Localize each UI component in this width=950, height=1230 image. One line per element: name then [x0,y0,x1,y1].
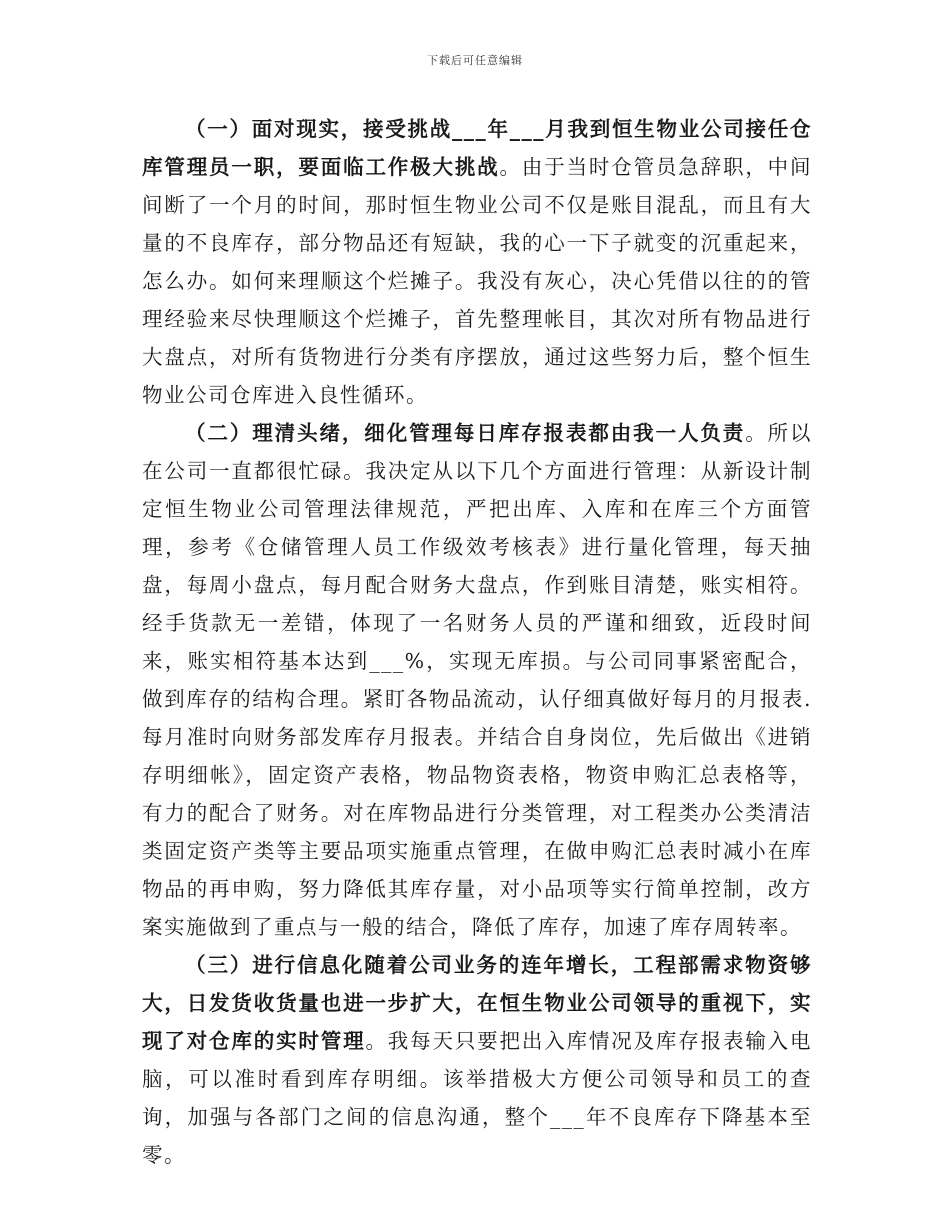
paragraph-1 [142,110,812,414]
document-body [142,110,812,1174]
paragraph-1-heading: （一）面对现实，接受挑战___年___月我到恒生物业公司接任仓库管理员一职，要面临工作极大挑战 [142,117,812,179]
paragraph-3 [142,946,812,1174]
paragraph-3-body: 。我每天只要把出入库情况及库存报表输入电脑，可以准时看到库存明细。该举措极大方便公司领导和员工的查询，加强与各部门之间的信息沟通，整个___年不良库存下降基本至零。 [142,1029,813,1167]
paragraph-3-heading: （三）进行信息化随着公司业务的连年增长，工程部需求物资够大，日发货收货量也进一步扩大，在恒生物业公司领导的重视下，实现了对仓库的实时管理 [142,953,812,1053]
paragraph-1-body: 。由于当时仓管员急辞职，中间间断了一个月的时间，那时恒生物业公司不仅是账目混乱，而且有大量的不良库存，部分物品还有短缺，我的心一下子就变的沉重起来，怎么办。如何来理顺这个烂摊子。我没有灰心，决心凭借以往的的管理经验来尽快理顺这个烂摊子，首先整理帐目，其次对所有物品进行大盘点，对所有货物进行分类有序摆放，通过这些努力后，整个恒生物业公司仓库进入良性循环。 [142,155,813,407]
paragraph-2-heading: （二）理清头绪，细化管理每日库存报表都由我一人负责 [185,421,746,445]
page-header: 下载后可任意编辑 [427,54,523,67]
paragraph-2-body: 。所以在公司一直都很忙碌。我决定从以下几个方面进行管理：从新设计制定恒生物业公司管理法律规范，严把出库、入库和在库三个方面管理，参考《仓储管理人员工作级效考核表》进行量化管理，每天抽盘，每周小盘点，每月配合财务大盘点，作到账目清楚，账实相符。经手货款无一差错，体现了一名财务人员的严谨和细致，近段时间来，账实相符基本达到___%，实现无库损。与公司同事紧密配合，做到库存的结构合理。紧盯各物品流动，认仔细真做好每月的月报表.每月准时向财务部发库存月报表。并结合自身岗位，先后做出《进销存明细帐》，固定资产表格，物品物资表格，物资申购汇总表格等，有力的配合了财务。对在库物品进行分类管理，对工程类办公类清洁类固定资产类等主要品项实施重点管理，在做申购汇总表时减小在库物品的再申购，努力降低其库存量，对小品项等实行简单控制，改方案实施做到了重点与一般的结合，降低了库存，加速了库存周转率。 [142,421,812,939]
paragraph-2 [142,414,812,946]
